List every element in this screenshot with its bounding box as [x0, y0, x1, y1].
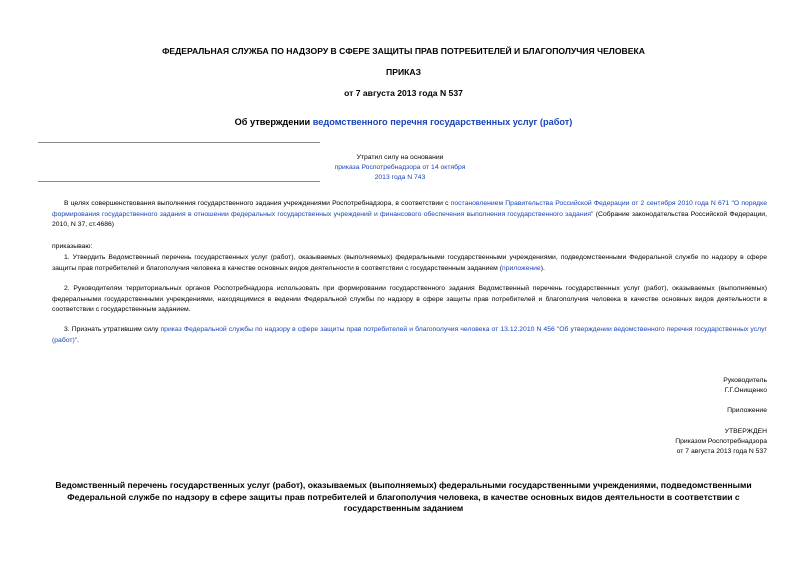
intro-paragraph: [52, 199, 767, 231]
appendix-title: Ведомственный перечень государственных услуг (работ), оказываемых (выполняемых) федеральными государственными учреждениями, подведомственными Федеральной службе по надзору в сфере защиты прав потребителей и благополучия человека, в качестве основных видов деятельности в соответствии с государственным заданием: [55, 480, 752, 513]
document-date-number: от 7 августа 2013 года N 537: [344, 88, 463, 98]
subject-prefix: Об утверждении: [234, 117, 313, 127]
order-word: приказываю:: [52, 243, 93, 250]
agency-heading: ФЕДЕРАЛЬНАЯ СЛУЖБА ПО НАДЗОРУ В СФЕРЕ ЗАЩИТЫ ПРАВ ПОТРЕБИТЕЛЕЙ И БЛАГОПОЛУЧИЯ ЧЕЛОВЕКА: [162, 46, 645, 56]
divider-top: [38, 142, 320, 143]
intro-text: В целях совершенствования выполнения государственного задания учреждениями Роспотребнадзора, в соответствии с: [64, 200, 451, 207]
repeal-order-link[interactable]: приказа Роспотребнадзора от 14 октября 2013 года N 743: [334, 164, 466, 181]
appendix-link[interactable]: приложение: [502, 264, 541, 272]
approved-by-order: Приказом Роспотребнадзора: [675, 438, 767, 445]
status-note-text: Утратил силу на основании: [356, 154, 444, 161]
document-subject: [40, 117, 767, 127]
item-3-end: .: [77, 336, 80, 344]
intro-source: (Собрание законодательства Российской Федерации, 2010, N 37, ст.4686): [52, 210, 767, 229]
approved-label: УТВЕРЖДЕН: [724, 428, 767, 435]
appendix-label: Приложение: [727, 407, 767, 414]
item-2: 2. Руководителям территориальных органов Роспотребнадзора использовать при формировании государственного задания Ведомственный перечень государственных услуг (работ), оказываемых (выполняемых) федеральными государственными учреждениями, находящимися в ведении Федеральной службы по надзору в сфере защиты прав потребителей и благополучия человека в качестве основных видов деятельности в соответствии с государственным заданием.: [52, 285, 767, 314]
status-note: [330, 153, 470, 183]
signer-role: Руководитель: [723, 377, 767, 384]
subject-link[interactable]: ведомственного перечня государственных услуг (работ): [312, 117, 573, 127]
signature-block: [567, 376, 767, 396]
government-decree-link[interactable]: постановлением Правительства Российской Федерации от 2 сентября 2010 года N 671 "О порядке формирования государственного задания в отношении федеральных государственных учреждений и финансового обеспечения выполнения государственного задания": [52, 200, 767, 218]
document-type: ПРИКАЗ: [386, 67, 421, 77]
item-3: [52, 325, 767, 346]
approved-date-number: от 7 августа 2013 года N 537: [676, 448, 767, 455]
item-3-text: 3. Признать утратившим силу: [64, 326, 161, 333]
item-1: [52, 253, 767, 274]
divider-bottom: [38, 181, 320, 182]
item-1-end: ).: [540, 264, 545, 272]
repealed-order-link[interactable]: приказ Федеральной службы по надзору в сфере защиты прав потребителей и благополучия человека от 13.12.2010 N 456 "Об утверждении ведомственного перечня государственных услуг (работ)": [52, 326, 767, 344]
approval-block: [567, 427, 767, 457]
item-1-text: 1. Утвердить Ведомственный перечень государственных услуг (работ), оказываемых (выполняемых) федеральными государственными учреждениями, подведомственными Федеральной службе по надзору в сфере защиты прав потребителей и благополучия человека в качестве основных видов деятельности в соответствии с государственным заданием (: [52, 254, 767, 272]
signer-name: Г.Г.Онищенко: [724, 387, 767, 394]
